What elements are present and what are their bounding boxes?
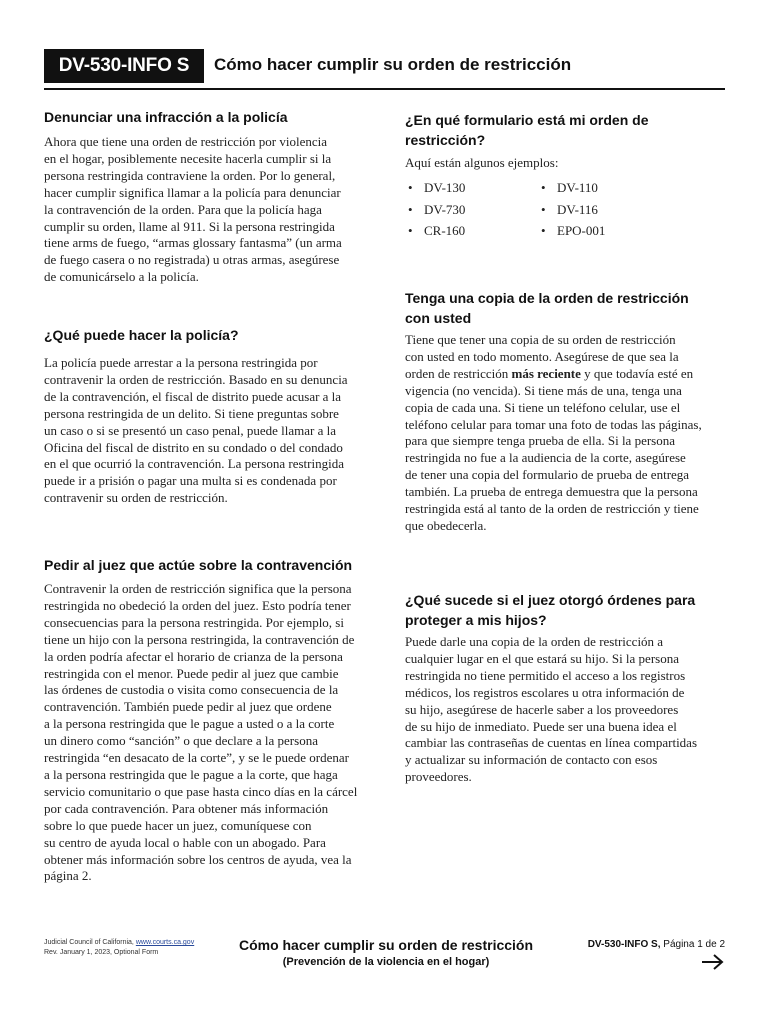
- body-line: las órdenes de custodia o visita como consecuencia de la: [44, 682, 339, 698]
- heading-line: Tenga una copia de la orden de restricción: [405, 290, 689, 306]
- body-line: Tiene que tener una copia de su orden de restricción: [405, 332, 676, 347]
- body-line: su centro de ayuda local o hable con un abogado. Para: [44, 834, 326, 850]
- footer-form-id: DV-530-INFO S,: [587, 939, 661, 950]
- body-line: puede ir a prisión o pagar una multa si es condenada por: [44, 473, 337, 489]
- section-body-report-violation: [44, 134, 384, 286]
- body-line: que obedecerla.: [405, 517, 487, 533]
- page-number: Página 1 de 2: [663, 939, 725, 950]
- body-line: Ahora que tiene una orden de restricción por violencia: [44, 134, 327, 149]
- form-examples-list-2: [541, 177, 605, 242]
- body-line: servicio comunitario o que pase hasta cinco días en la cárcel: [44, 783, 358, 799]
- council-name: Judicial Council of California,: [44, 939, 134, 946]
- body-line: restringida está al tanto de la orden de restricción y tiene: [405, 501, 699, 517]
- body-line: Contravenir la orden de restricción significa que la persona: [44, 581, 352, 596]
- body-line: tiene arms de fuego, “armas glossary fantasma” (un arma: [44, 235, 342, 251]
- heading-line: proteger a mis hijos?: [405, 612, 547, 628]
- body-line: contravenir su orden de restricción.: [44, 490, 228, 506]
- body-line: cambiar las contraseñas de cuentas en línea compartidas: [405, 735, 698, 751]
- body-line: la contravención de la orden. Para que la policía haga: [44, 201, 322, 217]
- body-line: restringida no fue a la audiencia de la corte, asegúrese: [405, 450, 686, 466]
- body-line: persona restringida de un delito. Si tiene preguntas sobre: [44, 405, 339, 421]
- body-line: en el que ocurrió la contravención. La persona restringida: [44, 456, 344, 472]
- body-line: con usted en todo momento. Asegúrese de que sea la: [405, 348, 679, 364]
- right-arrow-icon[interactable]: [700, 952, 726, 972]
- body-line: un dinero como “sanción” o que declare a la persona: [44, 733, 318, 749]
- section-heading-ask-judge: Pedir al juez que actúe sobre la contravención: [44, 557, 353, 573]
- body-line: vigencia (no vencida). Si tiene más de una, tenga una: [405, 382, 682, 398]
- body-line: a la persona restringida que le pague a la corte, que haga: [44, 766, 338, 782]
- body-line: página 2.: [44, 868, 92, 884]
- body-line: para que siempre tenga prueba de ella. Si la persona: [405, 433, 675, 449]
- form-id-badge: DV-530-INFO S: [44, 49, 204, 83]
- heading-line: ¿En qué formulario está mi orden de: [405, 112, 649, 128]
- form-example-item: • EPO-001: [541, 223, 606, 238]
- section-body-keep-copy: [405, 332, 730, 535]
- body-line: cualquier lugar en el que estará su hijo. Si la persona: [405, 650, 679, 666]
- section-body-protect-children: [405, 634, 730, 786]
- body-line: proveedores.: [405, 769, 472, 785]
- body-line: consecuencias para la persona restringida. Por ejemplo, si: [44, 614, 344, 630]
- body-line: tiene un hijo con la persona restringida, la contravención de: [44, 631, 355, 647]
- form-examples-list-1: [408, 177, 465, 242]
- heading-line: con usted: [405, 310, 472, 326]
- body-line: y actualizar su información de contacto con esos: [405, 752, 658, 768]
- body-line: restringida no obedeció la orden del juez. Esto podría tener: [44, 597, 351, 613]
- footer-source: [44, 938, 194, 958]
- form-example-item: • DV-116: [541, 201, 598, 217]
- section-heading-police-actions: ¿Qué puede hacer la policía?: [44, 327, 239, 343]
- body-line: un caso o si se presentó un caso penal, puede llamar a la: [44, 422, 337, 438]
- page-indicator: [560, 938, 725, 952]
- form-example-item: • DV-130: [408, 180, 466, 195]
- body-line: de comunicárselo a la policía.: [44, 269, 199, 285]
- body-lines-rest: [405, 383, 730, 535]
- section-heading-which-form: [405, 110, 725, 150]
- body-line: de su hijo de inmediato. Puede ser una buena idea el: [405, 718, 677, 734]
- body-line: de fuego casera o no registrada) u otras armas, asegúrese: [44, 252, 340, 268]
- body-line: Oficina del fiscal de distrito en su condado o del condado: [44, 439, 343, 455]
- header-divider: [44, 88, 725, 90]
- body-line: contravenir la orden de restricción. Basado en su denuncia: [44, 371, 348, 387]
- body-line: restringida con el menor. Puede pedir al juez que cambie: [44, 665, 339, 681]
- section-body-ask-judge: [44, 581, 389, 885]
- revision-date: Rev. January 1, 2023, Optional Form: [44, 949, 159, 956]
- section-heading-keep-copy: [405, 288, 725, 328]
- body-line: sobre lo que puede hacer un juez, comuníquese con: [44, 817, 312, 833]
- body-line: por cada contravención. Para obtener más información: [44, 800, 329, 816]
- body-line: orden de restricción más reciente y que todavía esté en: [405, 365, 694, 381]
- body-line: de la contravención, el fiscal de distrito puede acusar a la: [44, 388, 342, 404]
- footer-subtitle: (Prevención de la violencia en el hogar): [282, 956, 490, 968]
- footer-title: Cómo hacer cumplir su orden de restricción: [238, 937, 534, 953]
- section-heading-report-violation: Denunciar una infracción a la policía: [44, 109, 288, 125]
- body-line: médicos, los registros escolares u otra información de: [405, 684, 685, 700]
- section-heading-protect-children: [405, 590, 725, 630]
- body-line: de tener una copia del formulario de prueba de entrega: [405, 467, 690, 483]
- body-line: su hijo, asegúrese de hacerle saber a los proveedores: [405, 701, 679, 717]
- body-line: copia de cada una. Si tiene un teléfono celular, use el: [405, 399, 681, 415]
- body-line: también. La prueba de entrega demuestra que la persona: [405, 484, 698, 500]
- heading-line: ¿Qué sucede si el juez otorgó órdenes para: [405, 592, 696, 608]
- body-line: hacer cumplir significa llamar a la policía para denunciar: [44, 184, 341, 200]
- body-line: la orden podría afectar el horario de crianza de la persona: [44, 648, 343, 664]
- body-line: Puede darle una copia de la orden de restricción a: [405, 634, 664, 649]
- form-example-item: • DV-110: [541, 180, 598, 195]
- body-line: a la persona restringida que le pague a usted o a la corte: [44, 716, 335, 732]
- body-line: en el hogar, posiblemente necesite hacerla cumplir si la: [44, 150, 332, 166]
- body-line: La policía puede arrestar a la persona restringida por: [44, 355, 318, 370]
- body-line: cumplir su orden, llame al 911. Si la persona restringida: [44, 218, 335, 234]
- emphasis-most-recent: más reciente: [511, 365, 581, 381]
- form-example-item: • DV-730: [408, 201, 466, 217]
- page-title: Cómo hacer cumplir su orden de restricción: [214, 55, 572, 74]
- examples-intro: Aquí están algunos ejemplos:: [405, 155, 559, 170]
- body-line: obtener más información sobre los centros de ayuda, vea la: [44, 851, 352, 867]
- form-example-item: • CR-160: [408, 223, 466, 238]
- body-line: restringida no tiene permitido el acceso a los registros: [405, 667, 686, 683]
- body-line: restringida “en desacato de la corte”, y se le puede ordenar: [44, 750, 349, 766]
- section-body-police-actions: [44, 355, 384, 507]
- courts-website-link[interactable]: www.courts.ca.gov: [135, 939, 195, 946]
- body-line: persona restringida contraviene la orden. Por lo general,: [44, 167, 336, 183]
- heading-line: restricción?: [405, 132, 486, 148]
- body-line: teléfono celular para tomar una foto de todas las páginas,: [405, 416, 702, 432]
- body-line: contravención. También puede pedir al juez que ordene: [44, 699, 332, 715]
